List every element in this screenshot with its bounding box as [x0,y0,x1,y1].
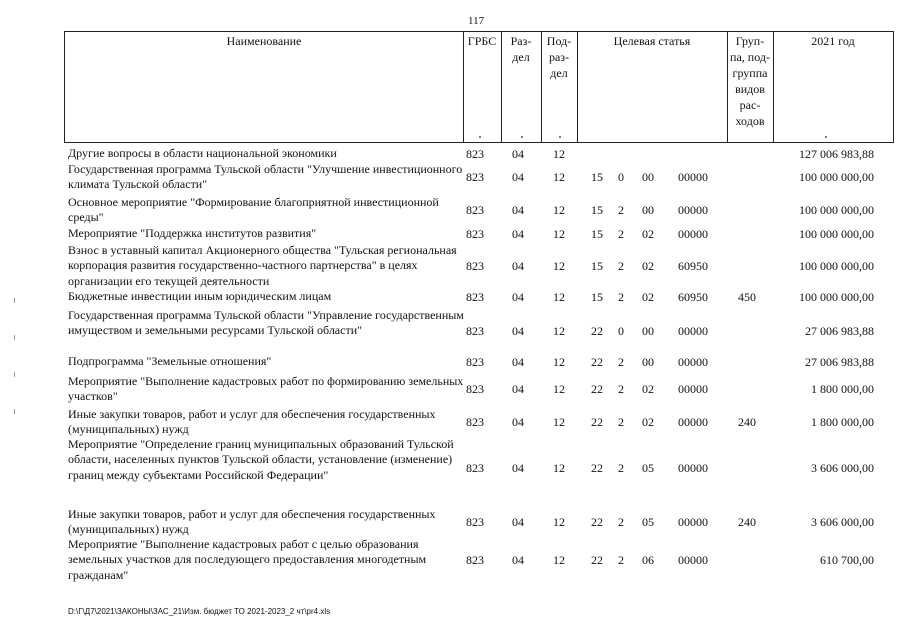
tick-mark [521,136,523,138]
header-target: Целевая статья [613,34,691,48]
cell-grbs: 823 [466,203,484,217]
cell-grbs: 823 [466,461,484,475]
cell-amount: 100 000 000,00 [799,259,874,273]
cell-podrazdel: 12 [553,227,565,241]
table-row [0,374,905,405]
cell-amount: 1 800 000,00 [811,382,874,396]
cell-s: 2 [618,461,624,475]
cell-podrazdel: 12 [553,203,565,217]
margin-mark [14,372,15,377]
cell-s: 2 [618,355,624,369]
table-row [0,195,905,226]
cell-grbs: 823 [466,553,484,567]
cell-m: 05 [642,461,654,475]
cell-grbs: 823 [466,324,484,338]
table-row [0,243,905,289]
cell-podrazdel: 12 [553,415,565,429]
row-name: Взнос в уставный капитал Акционерного общества "Тульская региональная корпорация развития государственно-частного партнерства" в целях организации его текущей деятельности [68,243,457,288]
cell-s: 0 [618,324,624,338]
cell-razdel: 04 [512,415,524,429]
table-row [0,507,905,538]
cell-n: 00000 [678,324,708,338]
cell-p: 22 [591,355,603,369]
cell-amount: 100 000 000,00 [799,290,874,304]
cell-grbs: 823 [466,259,484,273]
cell-amount: 27 006 983,88 [805,324,874,338]
cell-p: 22 [591,553,603,567]
cell-m: 00 [642,203,654,217]
row-name: Иные закупки товаров, работ и услуг для обеспечения государственных (муниципальных) нужд [68,507,436,537]
cell-n: 00000 [678,170,708,184]
cell-podrazdel: 12 [553,324,565,338]
cell-m: 02 [642,290,654,304]
cell-m: 05 [642,515,654,529]
cell-s: 2 [618,259,624,273]
cell-grbs: 823 [466,227,484,241]
cell-group: 240 [738,415,756,429]
file-path-footer: D:\Г\Д7\2021\ЗАКОНЫ\ЗАС_21\Изм. бюджет ТО 2021-2023_2 чт\рr4.xls [68,607,331,616]
cell-amount: 1 800 000,00 [811,415,874,429]
cell-n: 00000 [678,515,708,529]
cell-p: 15 [591,290,603,304]
cell-s: 2 [618,382,624,396]
cell-podrazdel: 12 [553,461,565,475]
row-name: Мероприятие "Выполнение кадастровых работ с целью образования земельных участков для последующего предоставления многодетным гражданам" [68,537,427,582]
cell-s: 2 [618,553,624,567]
header-grbs: ГРБС [467,34,497,48]
cell-podrazdel: 12 [553,355,565,369]
cell-podrazdel: 12 [553,147,565,161]
header-group: Груп- па, под- группа видов рас- ходов [730,34,770,128]
margin-mark [14,409,15,414]
cell-n: 00000 [678,382,708,396]
cell-amount: 610 700,00 [820,553,874,567]
cell-p: 22 [591,415,603,429]
cell-grbs: 823 [466,290,484,304]
cell-amount: 100 000 000,00 [799,170,874,184]
margin-mark [14,335,15,340]
row-name: Мероприятие "Выполнение кадастровых работ по формированию земельных участков" [68,374,464,404]
margin-mark [14,298,15,303]
cell-s: 2 [618,415,624,429]
cell-m: 02 [642,227,654,241]
cell-n: 00000 [678,227,708,241]
cell-amount: 100 000 000,00 [799,203,874,217]
table-row [0,146,905,162]
cell-razdel: 04 [512,324,524,338]
cell-m: 02 [642,415,654,429]
cell-m: 00 [642,324,654,338]
table-row [0,354,905,370]
header-razdel: Раз- дел [510,34,532,64]
cell-s: 2 [618,515,624,529]
cell-podrazdel: 12 [553,553,565,567]
cell-n: 60950 [678,259,708,273]
cell-p: 22 [591,515,603,529]
cell-razdel: 04 [512,461,524,475]
table-row [0,537,905,583]
cell-razdel: 04 [512,170,524,184]
table-row [0,308,905,354]
table-row [0,226,905,242]
cell-n: 00000 [678,355,708,369]
cell-razdel: 04 [512,203,524,217]
cell-grbs: 823 [466,415,484,429]
cell-amount: 100 000 000,00 [799,227,874,241]
cell-grbs: 823 [466,355,484,369]
row-name: Государственная программа Тульской области "Улучшение инвестиционного климата Тульской области" [68,162,463,192]
cell-razdel: 04 [512,147,524,161]
table-row [0,289,905,305]
cell-p: 15 [591,170,603,184]
cell-podrazdel: 12 [553,170,565,184]
cell-razdel: 04 [512,259,524,273]
cell-n: 00000 [678,415,708,429]
row-name: Государственная программа Тульской области "Управление государственным имуществом и земельными ресурсами Тульской области" [68,308,464,338]
cell-m: 00 [642,355,654,369]
table-row [0,437,905,499]
cell-razdel: 04 [512,553,524,567]
row-name: Бюджетные инвестиции иным юридическим лицам [68,289,332,303]
cell-p: 15 [591,227,603,241]
row-name: Мероприятие "Определение границ муниципальных образований Тульской области, населенных пунктов Тульской области, установление (изменение) границ между субъектами Российской Федерации" [68,437,454,482]
cell-razdel: 04 [512,515,524,529]
cell-grbs: 823 [466,147,484,161]
cell-m: 02 [642,259,654,273]
page-number: 117 [468,15,485,27]
cell-podrazdel: 12 [553,259,565,273]
cell-n: 00000 [678,203,708,217]
cell-amount: 3 606 000,00 [811,515,874,529]
cell-p: 15 [591,259,603,273]
cell-razdel: 04 [512,355,524,369]
cell-grbs: 823 [466,170,484,184]
header-year: 2021 год [811,34,855,48]
cell-razdel: 04 [512,290,524,304]
tick-mark [825,136,827,138]
cell-p: 22 [591,382,603,396]
cell-p: 22 [591,324,603,338]
cell-s: 0 [618,170,624,184]
table-row [0,162,905,193]
cell-n: 00000 [678,461,708,475]
cell-n: 60950 [678,290,708,304]
cell-amount: 127 006 983,88 [799,147,874,161]
tick-mark [479,136,481,138]
cell-podrazdel: 12 [553,290,565,304]
row-name: Иные закупки товаров, работ и услуг для обеспечения государственных (муниципальных) нужд [68,407,436,437]
header-name: Наименование [226,34,302,48]
cell-razdel: 04 [512,382,524,396]
cell-s: 2 [618,203,624,217]
tick-mark [559,136,561,138]
cell-m: 00 [642,170,654,184]
cell-razdel: 04 [512,227,524,241]
cell-podrazdel: 12 [553,515,565,529]
row-name: Другие вопросы в области национальной экономики [68,146,337,160]
row-name: Мероприятие "Поддержка институтов развития" [68,226,317,240]
cell-group: 450 [738,290,756,304]
cell-amount: 3 606 000,00 [811,461,874,475]
cell-p: 22 [591,461,603,475]
header-podrazdel: Под- раз- дел [546,34,572,80]
cell-n: 00000 [678,553,708,567]
cell-grbs: 823 [466,382,484,396]
cell-m: 02 [642,382,654,396]
cell-group: 240 [738,515,756,529]
cell-s: 2 [618,227,624,241]
table-header [64,31,894,143]
cell-p: 15 [591,203,603,217]
cell-s: 2 [618,290,624,304]
cell-m: 06 [642,553,654,567]
row-name: Подпрограмма "Земельные отношения" [68,354,272,368]
table-row [0,407,905,438]
cell-podrazdel: 12 [553,382,565,396]
row-name: Основное мероприятие "Формирование благоприятной инвестиционной среды" [68,195,439,225]
cell-grbs: 823 [466,515,484,529]
cell-amount: 27 006 983,88 [805,355,874,369]
